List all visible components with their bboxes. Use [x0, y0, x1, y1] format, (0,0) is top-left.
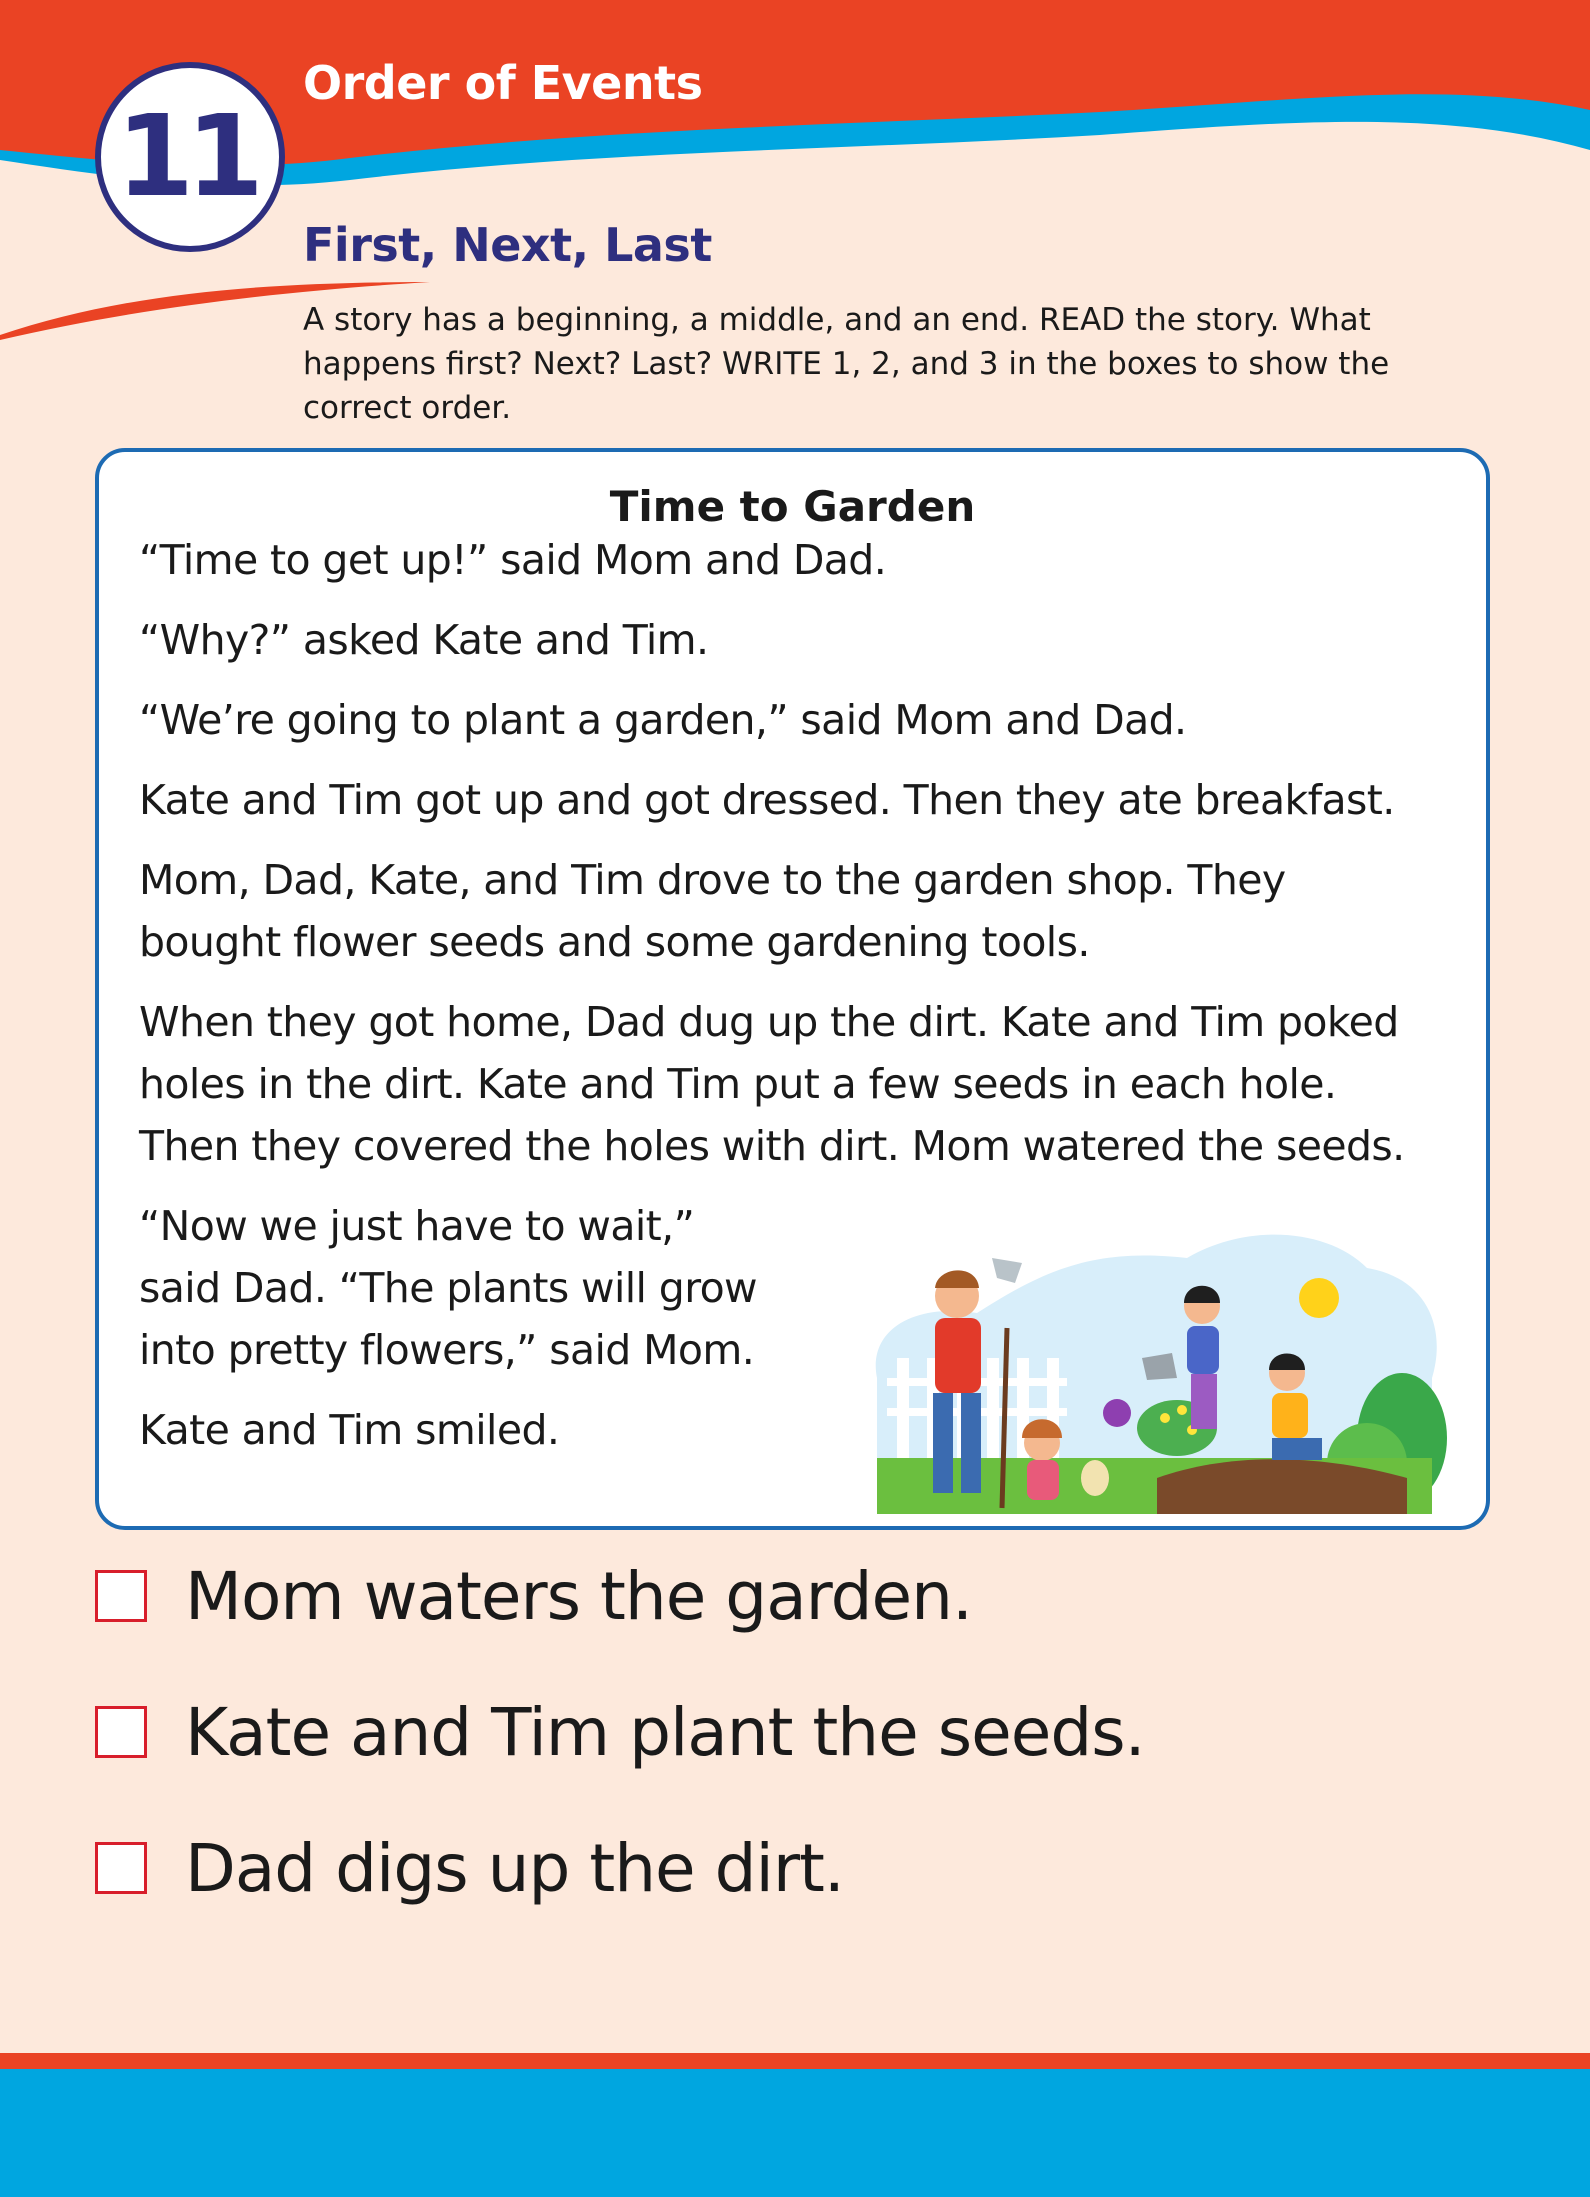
story-line: When they got home, Dad dug up the dirt. Kate and Tim poked — [139, 998, 1399, 1046]
section-title: Order of Events — [303, 56, 703, 110]
lesson-title: First, Next, Last — [303, 218, 712, 272]
story-line: Mom, Dad, Kate, and Tim drove to the garden shop. They — [139, 856, 1286, 904]
instructions-text: A story has a beginning, a middle, and an end. READ the story. What happens first? Next? Last? WRITE 1, 2, and 3 in the boxes to show the correct order. — [303, 302, 1390, 426]
story-line: “We’re going to plant a garden,” said Mom and Dad. — [139, 696, 1187, 744]
event-text: Dad digs up the dirt. — [185, 1829, 844, 1907]
story-line: Kate and Tim got up and got dressed. Then they ate breakfast. — [139, 776, 1395, 824]
story-line: “Time to get up!” said Mom and Dad. — [139, 536, 887, 584]
footer-band — [0, 2053, 1590, 2197]
story-line: into pretty flowers,” said Mom. — [139, 1326, 755, 1374]
story-line: said Dad. “The plants will grow — [139, 1264, 757, 1312]
story-line: holes in the dirt. Kate and Tim put a few seeds in each hole. — [139, 1060, 1337, 1108]
story-line: “Now we just have to wait,” — [139, 1202, 695, 1250]
story-box — [95, 448, 1490, 1530]
order-box-2[interactable] — [95, 1706, 147, 1758]
story-line: Then they covered the holes with dirt. Mom watered the seeds. — [139, 1122, 1405, 1170]
lesson-number-badge — [95, 62, 285, 252]
order-box-3[interactable] — [95, 1842, 147, 1894]
event-text: Kate and Tim plant the seeds. — [185, 1693, 1145, 1771]
garden-family-illustration — [847, 1208, 1447, 1514]
event-item — [95, 1556, 972, 1636]
story-title: Time to Garden — [609, 482, 976, 531]
story-line: Kate and Tim smiled. — [139, 1406, 560, 1454]
order-box-1[interactable] — [95, 1570, 147, 1622]
event-item — [95, 1828, 844, 1908]
footer-stripe — [0, 2053, 1590, 2069]
story-line: bought flower seeds and some gardening tools. — [139, 918, 1090, 966]
event-item — [95, 1692, 1145, 1772]
story-line: “Why?” asked Kate and Tim. — [139, 616, 709, 664]
event-text: Mom waters the garden. — [185, 1557, 972, 1635]
lesson-number: 11 — [116, 92, 256, 222]
